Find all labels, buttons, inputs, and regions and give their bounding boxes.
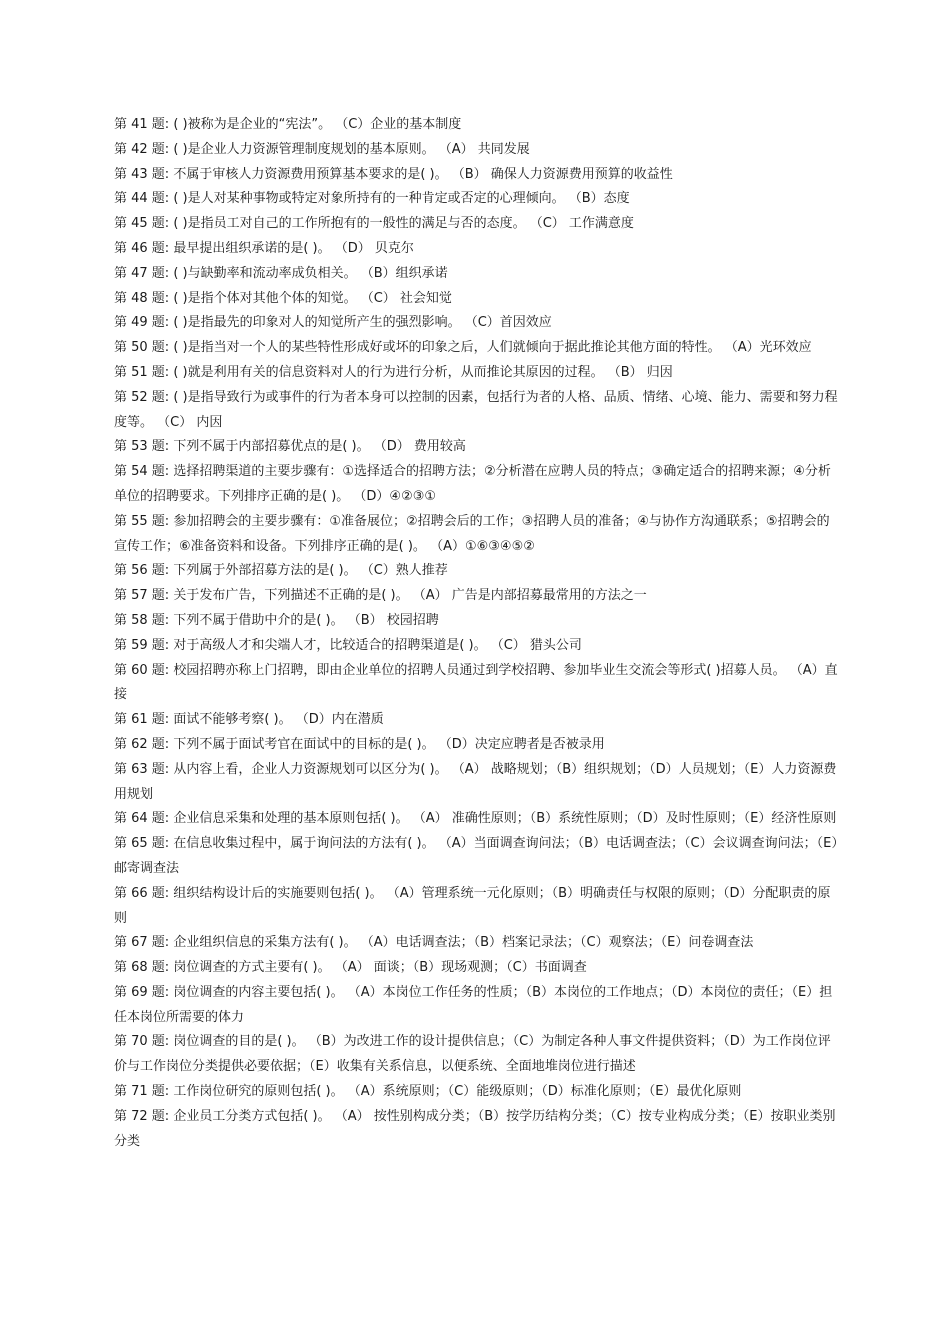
- question-61: 第 61 题: 面试不能够考察( )。 （D）内在潜质: [114, 712, 384, 728]
- question-45: 第 45 题: ( )是指员工对自己的工作所抱有的一般性的满足与否的态度。 （C） 工作满意度: [114, 216, 634, 232]
- question-42: 第 42 题: ( )是企业人力资源管理制度规划的基本原则。 （A） 共同发展: [114, 141, 530, 157]
- question-51: 第 51 题: ( )就是利用有关的信息资料对人的行为进行分析，从而推论其原因的过程。 （B） 归因: [114, 364, 673, 380]
- question-53: 第 53 题: 下列不属于内部招募优点的是( )。 （D） 费用较高: [114, 439, 466, 455]
- question-60: 第 60 题: 校园招聘亦称上门招聘，即由企业单位的招聘人员通过到学校招聘、参加毕业生交流会等形式( )招募人员。 （A）直接: [114, 662, 838, 703]
- question-41: 第 41 题: ( )被称为是企业的“宪法”。 （C）企业的基本制度: [114, 117, 462, 132]
- question-59: 第 59 题: 对于高级人才和尖端人才，比较适合的招聘渠道是( )。 （C） 猎头公司: [114, 637, 582, 653]
- question-56: 第 56 题: 下列属于外部招募方法的是( )。 （C）熟人推荐: [114, 563, 448, 579]
- question-48: 第 48 题: ( )是指个体对其他个体的知觉。 （C） 社会知觉: [114, 290, 452, 306]
- question-62: 第 62 题: 下列不属于面试考官在面试中的目标的是( )。 （D）决定应聘者是否被录用: [114, 736, 605, 752]
- question-63: 第 63 题: 从内容上看，企业人力资源规划可以区分为( )。 （A） 战略规划；（B）组织规划；（D）人员规划；（E）人力资源费用规划: [114, 761, 837, 802]
- question-66: 第 66 题: 组织结构设计后的实施要则包括( )。 （A）管理系统一元化原则；（B）明确责任与权限的原则；（D）分配职责的原则: [114, 885, 831, 926]
- question-49: 第 49 题: ( )是指最先的印象对人的知觉所产生的强烈影响。 （C）首因效应: [114, 315, 552, 331]
- question-71: 第 71 题: 工作岗位研究的原则包括( )。 （A）系统原则；（C）能级原则；（D）标准化原则；（E）最优化原则: [114, 1084, 742, 1100]
- question-44: 第 44 题: ( )是人对某种事物或特定对象所持有的一种肯定或否定的心理倾向。 （B）态度: [114, 191, 630, 207]
- question-list: [114, 113, 839, 1154]
- question-50: 第 50 题: ( )是指当对一个人的某些特性形成好或坏的印象之后，人们就倾向于据此推论其他方面的特性。 （A）光环效应: [114, 340, 812, 356]
- question-65: 第 65 题: 在信息收集过程中，属于询问法的方法有( )。 （A）当面调查询问法；（B）电话调查法；（C）会议调查询问法；（E）邮寄调查法: [114, 836, 838, 876]
- question-52: 第 52 题: ( )是指导致行为或事件的行为者本身可以控制的因素，包括行为者的人格、品质、情绪、心境、能力、需要和努力程度等。 （C） 内因: [114, 389, 838, 430]
- question-47: 第 47 题: ( )与缺勤率和流动率成负相关。 （B）组织承诺: [114, 265, 448, 281]
- question-72: 第 72 题: 企业员工分类方式包括( )。 （A） 按性别构成分类；（B）按学历结构分类；（C）按专业构成分类；（E）按职业类别分类: [114, 1108, 836, 1149]
- question-67: 第 67 题: 企业组织信息的采集方法有( )。 （A）电话调查法；（B）档案记录法；（C）观察法；（E）问卷调查法: [114, 935, 754, 951]
- question-55: 第 55 题: 参加招聘会的主要步骤有：①准备展位；②招聘会后的工作；③招聘人员的准备；④与协作方沟通联系；⑤招聘会的宣传工作；⑥准备资料和设备。下列排序正确的是( )。 （A）①⑥③④⑤②: [114, 513, 830, 554]
- question-54: 第 54 题: 选择招聘渠道的主要步骤有：①选择适合的招聘方法；②分析潜在应聘人员的特点；③确定适合的招聘来源；④分析单位的招聘要求。下列排序正确的是( )。 （D）④②③①: [114, 464, 831, 504]
- question-43: 第 43 题: 不属于审核人力资源费用预算基本要求的是( )。 （B） 确保人力资源费用预算的收益性: [114, 166, 673, 182]
- question-58: 第 58 题: 下列不属于借助中介的是( )。 （B） 校园招聘: [114, 612, 439, 628]
- question-64: 第 64 题: 企业信息采集和处理的基本原则包括( )。 （A） 准确性原则；（B）系统性原则；（D）及时性原则；（E）经济性原则: [114, 811, 837, 827]
- question-68: 第 68 题: 岗位调查的方式主要有( )。 （A） 面谈；（B）现场观测；（C）书面调查: [114, 960, 587, 976]
- question-69: 第 69 题: 岗位调查的内容主要包括( )。 （A）本岗位工作任务的性质；（B）本岗位的工作地点；（D）本岗位的责任；（E）担任本岗位所需要的体力: [114, 984, 833, 1025]
- question-70: 第 70 题: 岗位调查的目的是( )。 （B）为改进工作的设计提供信息；（C）为制定各种人事文件提供资料；（D）为工作岗位评价与工作岗位分类提供必要依据；（E）收集有关系信息，以便系统、全面地堆岗位进行描述: [114, 1034, 831, 1075]
- question-46: 第 46 题: 最早提出组织承诺的是( )。 （D） 贝克尔: [114, 240, 414, 256]
- question-57: 第 57 题: 关于发布广告，下列描述不正确的是( )。 （A） 广告是内部招募最常用的方法之一: [114, 588, 647, 604]
